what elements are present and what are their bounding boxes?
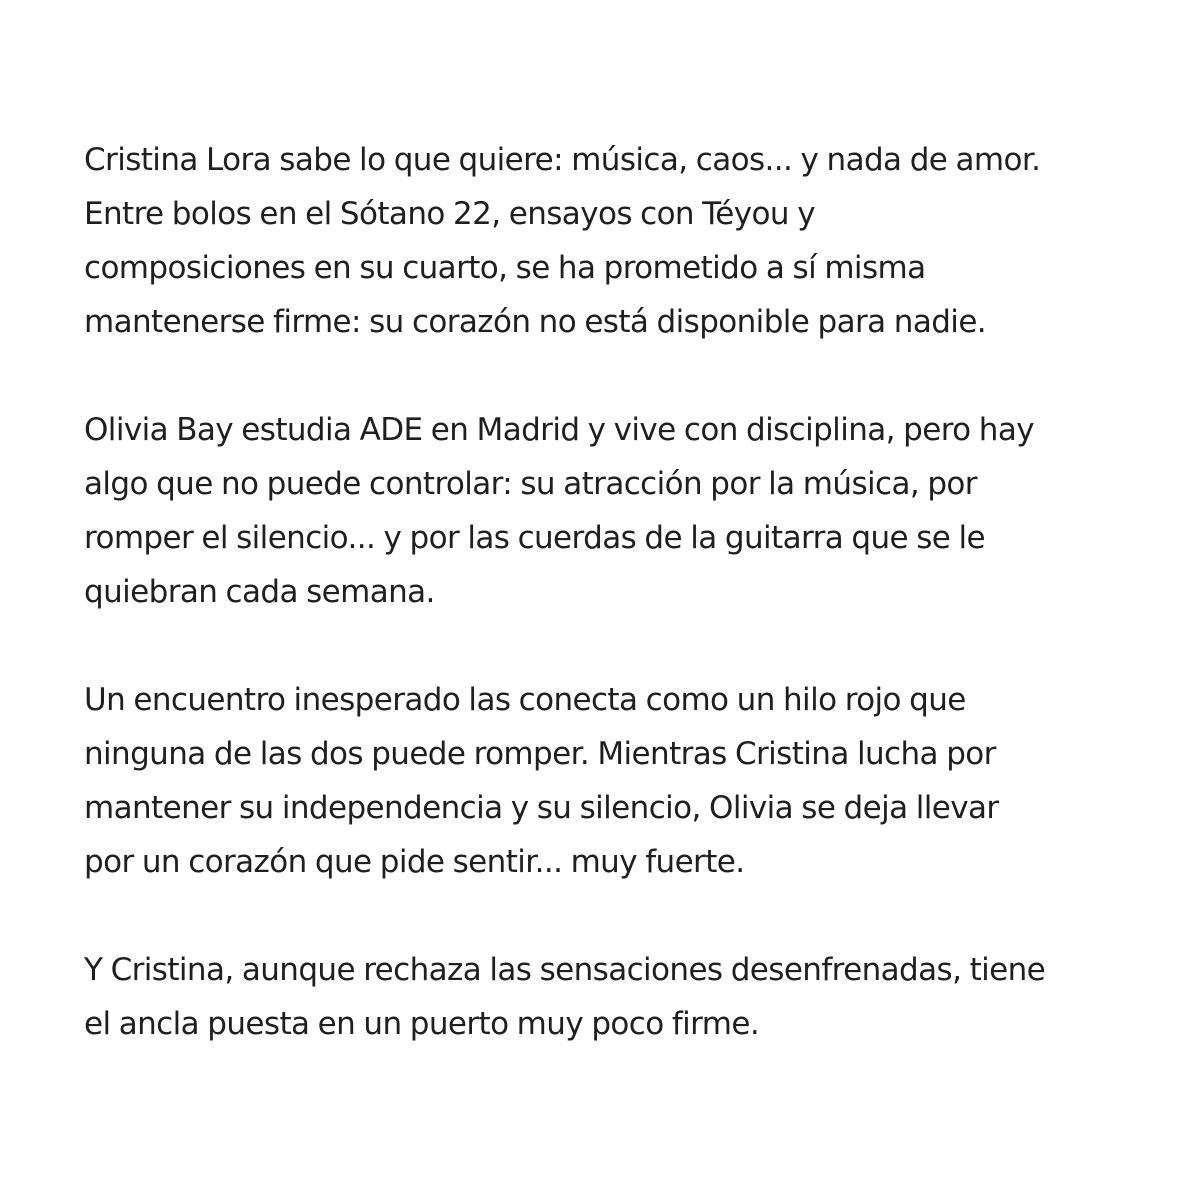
text-line: Y Cristina, aunque rechaza las sensaciones desenfrenadas, tiene bbox=[84, 952, 1046, 988]
text-line: Un encuentro inesperado las conecta como un hilo rojo que bbox=[84, 682, 966, 718]
synopsis-paragraph-2 bbox=[84, 403, 1144, 619]
text-line: Cristina Lora sabe lo que quiere: música, caos... y nada de amor. bbox=[84, 142, 1041, 178]
text-line: por un corazón que pide sentir... muy fuerte. bbox=[84, 844, 745, 880]
text-line: composiciones en su cuarto, se ha prometido a sí misma bbox=[84, 250, 926, 286]
synopsis-paragraph-3 bbox=[84, 673, 1144, 889]
text-line: mantener su independencia y su silencio, Olivia se deja llevar bbox=[84, 790, 999, 826]
synopsis-text bbox=[84, 133, 1144, 1051]
text-line: ninguna de las dos puede romper. Mientras Cristina lucha por bbox=[84, 736, 996, 772]
text-line: quiebran cada semana. bbox=[84, 574, 435, 610]
text-line: Olivia Bay estudia ADE en Madrid y vive con disciplina, pero hay bbox=[84, 412, 1034, 448]
text-line: romper el silencio... y por las cuerdas de la guitarra que se le bbox=[84, 520, 985, 556]
synopsis-paragraph-1 bbox=[84, 133, 1144, 349]
text-line: Entre bolos en el Sótano 22, ensayos con Téyou y bbox=[84, 196, 815, 232]
text-line: el ancla puesta en un puerto muy poco firme. bbox=[84, 1006, 760, 1042]
synopsis-paragraph-4 bbox=[84, 943, 1144, 1051]
text-line: mantenerse firme: su corazón no está disponible para nadie. bbox=[84, 304, 987, 340]
text-line: algo que no puede controlar: su atracción por la música, por bbox=[84, 466, 977, 502]
